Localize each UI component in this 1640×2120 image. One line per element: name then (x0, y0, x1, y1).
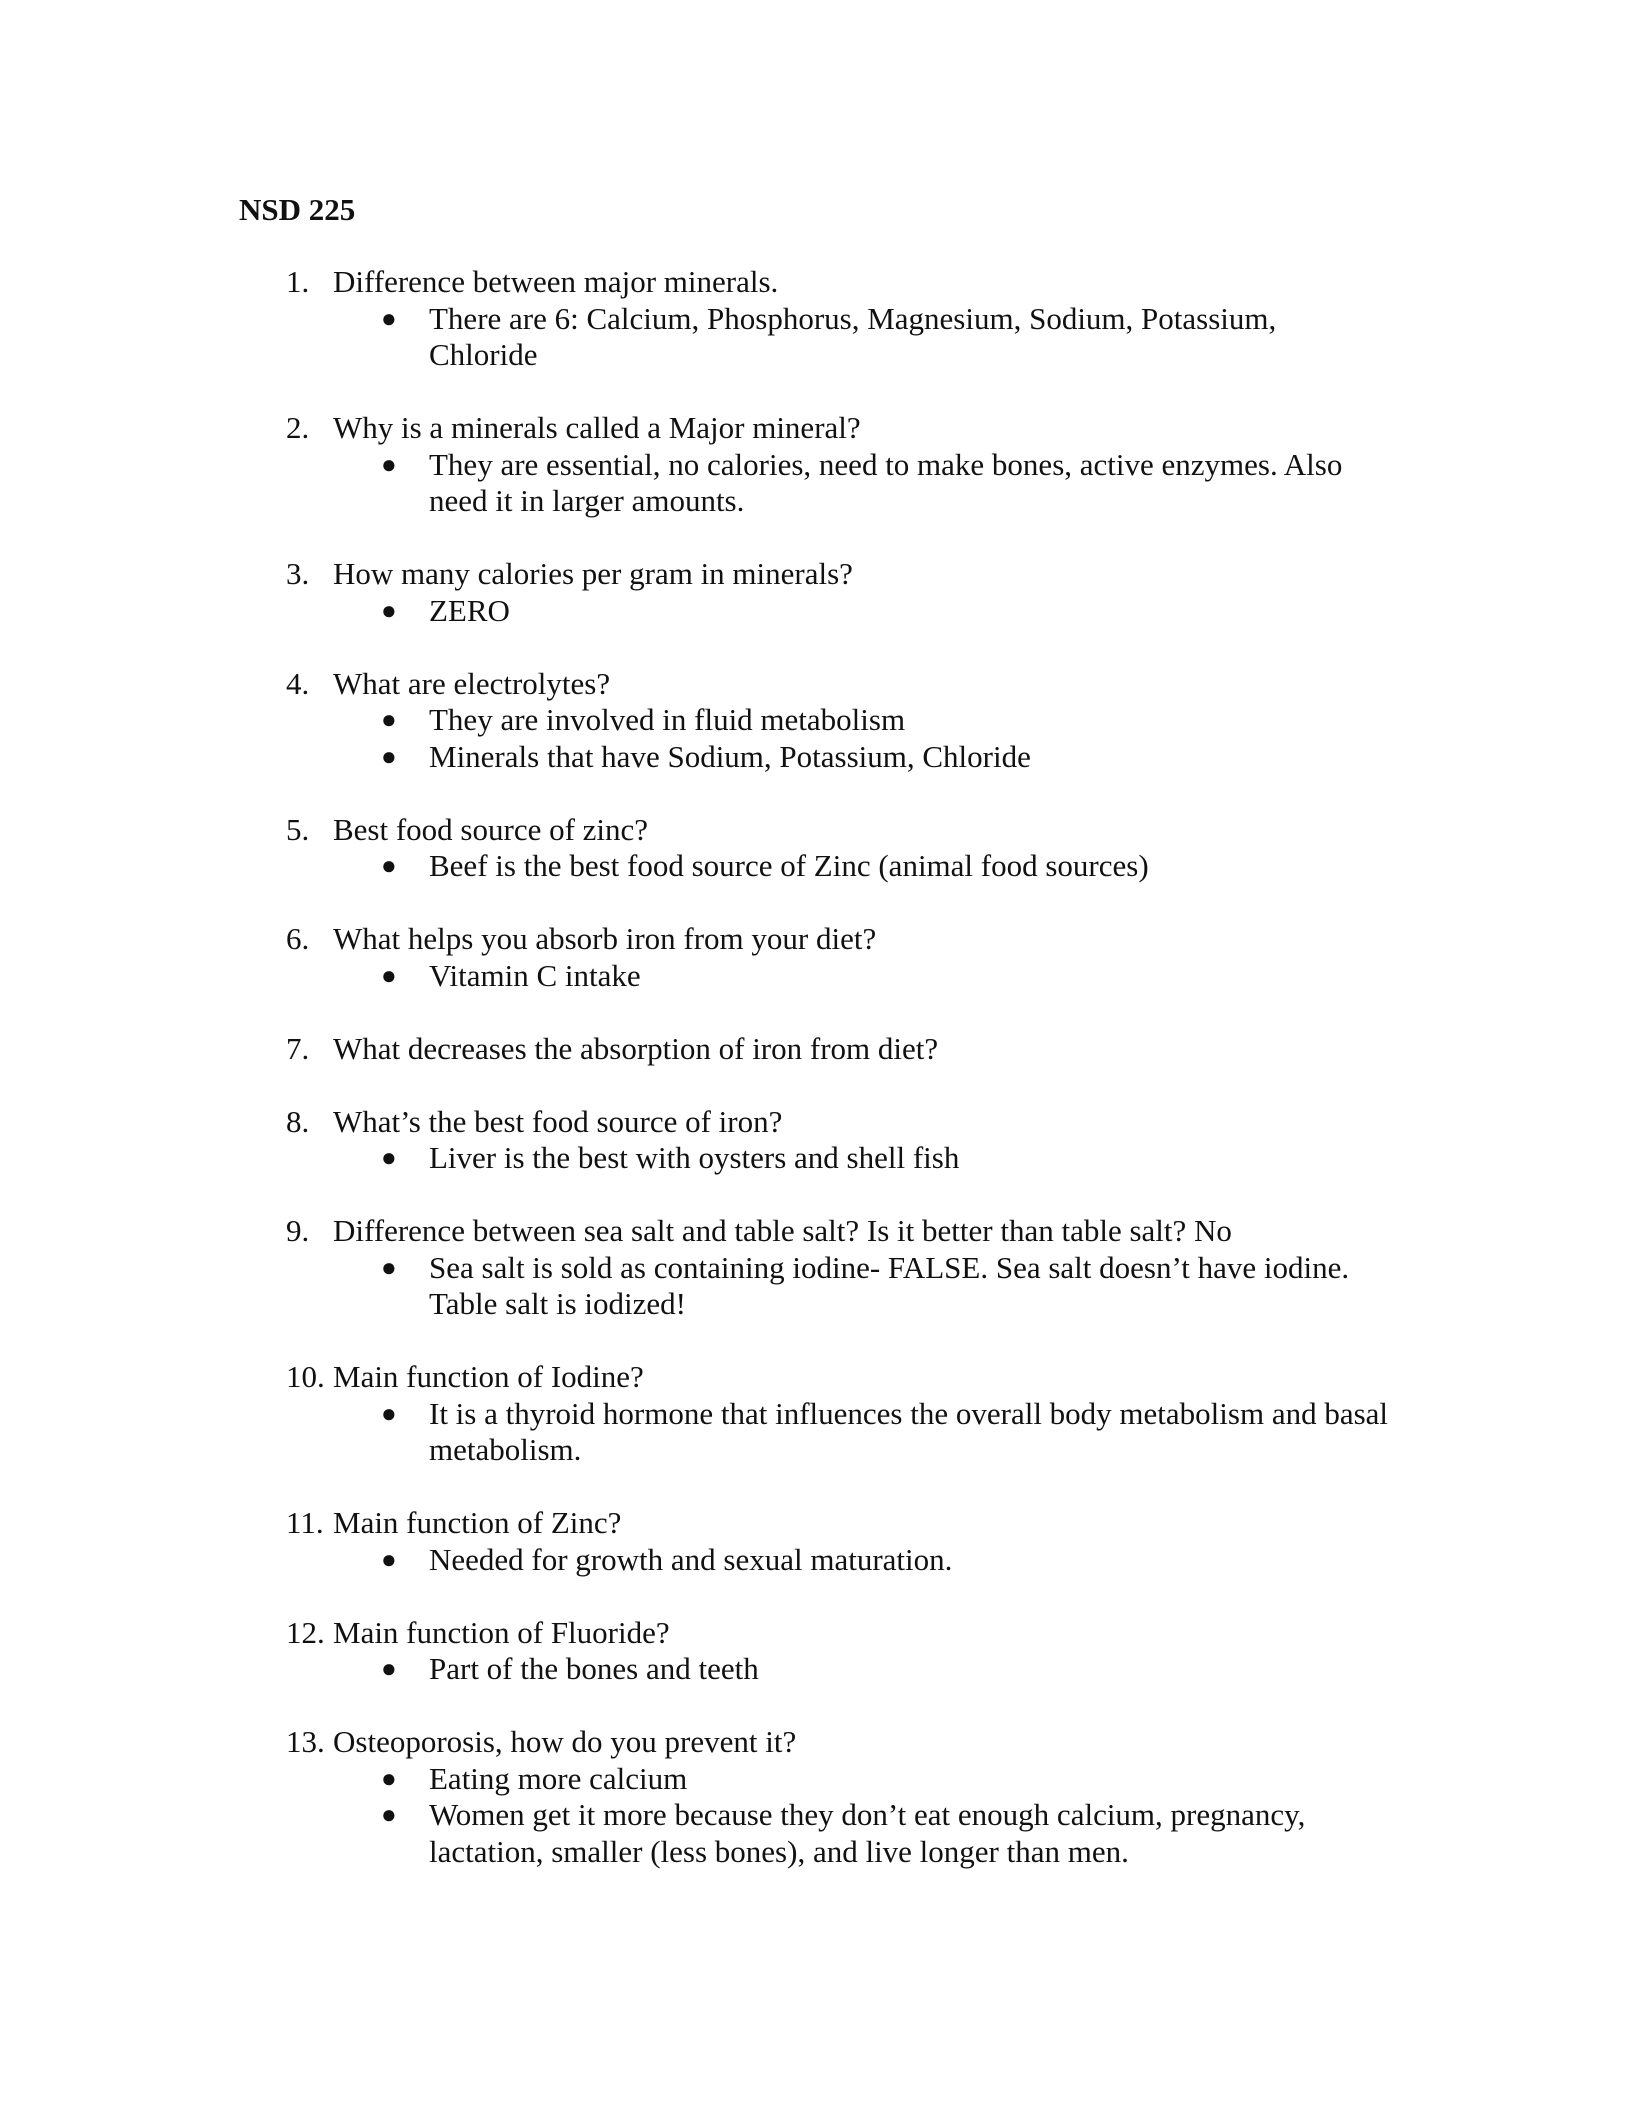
question-text: How many calories per gram in minerals? (333, 556, 853, 591)
bullet-icon: ● (381, 449, 397, 479)
answer-list (0, 848, 1640, 885)
question-item (0, 1031, 1640, 1068)
question-line (0, 556, 1640, 593)
bullet-icon: ● (381, 1398, 397, 1428)
bullet-icon: ● (381, 1763, 397, 1793)
answer-item (0, 1542, 1390, 1579)
question-item (0, 1213, 1640, 1323)
bullet-icon: ● (381, 741, 397, 771)
question-text: Best food source of zinc? (333, 811, 649, 847)
answer-item (0, 1250, 1390, 1323)
answer-list (0, 1250, 1640, 1323)
bullet-icon: ● (381, 1654, 397, 1683)
answer-text: Vitamin C intake (429, 957, 641, 993)
answer-list (0, 301, 1640, 374)
question-text: Osteoporosis, how do you prevent it? (333, 1724, 797, 1759)
answer-text: Beef is the best food source of Zinc (animal food sources) (429, 848, 1149, 883)
question-text: Difference between sea salt and table salt? Is it better than table salt? No (333, 1213, 1232, 1248)
bullet-icon: ● (381, 1143, 397, 1172)
answer-item (0, 447, 1390, 520)
bullet-icon: ● (381, 595, 397, 625)
answer-item (0, 1761, 1390, 1798)
answer-list (0, 1761, 1640, 1871)
bullet-icon: ● (381, 851, 397, 880)
question-number: 2. (286, 410, 310, 445)
question-number: 10. (286, 1359, 325, 1394)
question-number: 1. (286, 264, 310, 299)
question-line (0, 410, 1640, 447)
answer-item (0, 1396, 1390, 1469)
question-line (0, 264, 1640, 301)
answer-text: There are 6: Calcium, Phosphorus, Magnesium, Sodium, Potassium, Chloride (429, 300, 1277, 372)
question-item (0, 921, 1640, 994)
question-number: 8. (286, 1103, 310, 1139)
question-line (0, 1213, 1640, 1250)
answer-item (0, 593, 1390, 630)
bullet-icon: ● (381, 1800, 397, 1829)
answer-item (0, 848, 1390, 885)
question-line (0, 1724, 1640, 1761)
answer-list (0, 1140, 1640, 1177)
question-text: Main function of Iodine? (333, 1359, 644, 1394)
answer-item (0, 702, 1390, 739)
question-text: What’s the best food source of iron? (333, 1103, 783, 1139)
question-item (0, 410, 1640, 520)
question-number: 12. (286, 1614, 325, 1650)
question-item (0, 1359, 1640, 1469)
answer-text: They are involved in fluid metabolism (429, 702, 906, 737)
answer-text: Minerals that have Sodium, Potassium, Chloride (429, 738, 1031, 774)
answer-item (0, 739, 1390, 776)
question-line (0, 1615, 1640, 1652)
question-line (0, 666, 1640, 703)
bullet-icon: ● (381, 1544, 397, 1574)
answer-text: It is a thyroid hormone that influences the overall body metabolism and basal metabolism. (429, 1395, 1389, 1467)
answer-list (0, 593, 1640, 630)
answer-text: Liver is the best with oysters and shell fish (429, 1140, 960, 1175)
answer-text: They are essential, no calories, need to make bones, active enzymes. Also need it in larger amounts. (429, 446, 1343, 518)
bullet-icon: ● (381, 960, 397, 990)
answer-list (0, 1396, 1640, 1469)
answer-item (0, 1140, 1390, 1177)
question-text: Difference between major minerals. (333, 264, 779, 299)
question-item (0, 1505, 1640, 1578)
question-number: 9. (286, 1213, 310, 1248)
question-line (0, 1505, 1640, 1542)
question-text: Why is a minerals called a Major mineral? (333, 410, 861, 445)
answer-list (0, 702, 1640, 775)
question-number: 4. (286, 665, 310, 701)
question-text: What are electrolytes? (333, 665, 611, 701)
answer-list (0, 447, 1640, 520)
bullet-icon: ● (381, 705, 397, 734)
question-item (0, 264, 1640, 374)
answer-item (0, 301, 1390, 374)
question-number: 13. (286, 1724, 325, 1759)
bullet-icon: ● (381, 303, 397, 333)
question-text: What helps you absorb iron from your diet? (333, 921, 877, 956)
question-text: Main function of Fluoride? (333, 1614, 670, 1650)
answer-item (0, 1797, 1390, 1870)
question-item (0, 1104, 1640, 1177)
bullet-icon: ● (381, 1252, 397, 1282)
answer-text: Needed for growth and sexual maturation. (429, 1541, 953, 1577)
question-line (0, 812, 1640, 849)
answer-item (0, 1651, 1390, 1688)
question-item (0, 556, 1640, 629)
question-line (0, 921, 1640, 958)
question-line (0, 1359, 1640, 1396)
question-line (0, 1104, 1640, 1141)
answer-text: Eating more calcium (429, 1760, 688, 1796)
question-line (0, 1031, 1640, 1068)
answer-text: Part of the bones and teeth (429, 1651, 759, 1686)
document-title: NSD 225 (239, 192, 356, 227)
question-list (0, 264, 1640, 1907)
question-number: 3. (286, 556, 310, 591)
answer-text: ZERO (429, 592, 510, 628)
answer-text: Sea salt is sold as containing iodine- FALSE. Sea salt doesn’t have iodine. Table salt is iodized! (429, 1249, 1350, 1321)
question-number: 6. (286, 921, 310, 956)
question-item (0, 1615, 1640, 1688)
answer-item (0, 958, 1390, 995)
answer-list (0, 1542, 1640, 1579)
answer-text: Women get it more because they don’t eat enough calcium, pregnancy, lactation, smaller (less bones), and live longer than men. (429, 1797, 1306, 1869)
answer-list (0, 1651, 1640, 1688)
answer-list (0, 958, 1640, 995)
question-number: 11. (286, 1505, 324, 1540)
question-text: What decreases the absorption of iron from diet? (333, 1030, 939, 1066)
question-number: 5. (286, 811, 310, 847)
question-text: Main function of Zinc? (333, 1505, 622, 1540)
question-item (0, 812, 1640, 885)
question-number: 7. (286, 1030, 310, 1066)
question-item (0, 666, 1640, 776)
question-item (0, 1724, 1640, 1870)
